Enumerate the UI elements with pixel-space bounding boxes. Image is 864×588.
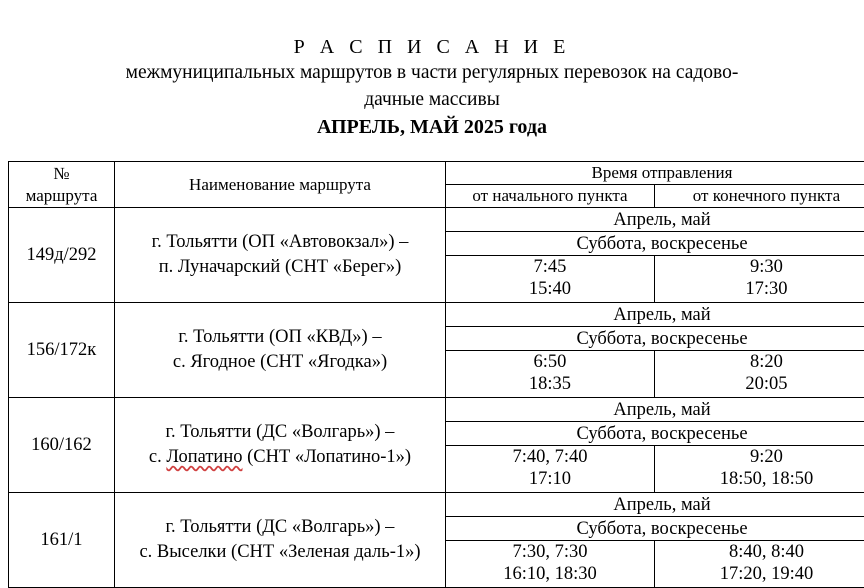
end-times: 9:30 17:30 [655,256,864,303]
start-times: 6:50 18:35 [446,351,655,398]
route-name: г. Тольятти (ОП «КВД») – с. Ягодное (СНТ «Ягодка») [115,303,446,398]
route-number: 161/1 [9,493,115,588]
route-name: г. Тольятти (ДС «Волгарь») – с. Выселки (СНТ «Зеленая даль-1») [115,493,446,588]
route-days: Суббота, воскресенье [446,422,864,446]
route-days: Суббота, воскресенье [446,517,864,541]
document-title: Р А С П И С А Н И Е [293,36,571,58]
route-days: Суббота, воскресенье [446,327,864,351]
document-subtitle-line1: межмуниципальных маршрутов в части регулярных перевозок на садово- [125,62,739,83]
route-number: 149д/292 [9,208,115,303]
start-times: 7:40, 7:40 17:10 [446,446,655,493]
route-period: Апрель, май [446,208,864,232]
route-period: Апрель, май [446,303,864,327]
route-name: г. Тольятти (ДС «Волгарь») – с. Лопатино (СНТ «Лопатино-1») [115,398,446,493]
table-row [9,208,864,232]
schedule-table [8,161,864,588]
route-period: Апрель, май [446,493,864,517]
route-number: 160/162 [9,398,115,493]
end-times: 8:20 20:05 [655,351,864,398]
misspelled-word: Лопатино [166,447,243,467]
header-from-start: от начального пункта [446,185,655,208]
start-times: 7:45 15:40 [446,256,655,303]
header-departure-time: Время отправления [446,162,864,185]
table-row [9,303,864,327]
start-times: 7:30, 7:30 16:10, 18:30 [446,541,655,588]
header-route-name: Наименование маршрута [115,162,446,208]
table-row [9,493,864,517]
end-times: 8:40, 8:40 17:20, 19:40 [655,541,864,588]
route-days: Суббота, воскресенье [446,232,864,256]
table-row [9,398,864,422]
header-from-end: от конечного пункта [655,185,864,208]
end-times: 9:20 18:50, 18:50 [655,446,864,493]
route-number: 156/172к [9,303,115,398]
route-name: г. Тольятти (ОП «Автовокзал») – п. Луначарский (СНТ «Берег») [115,208,446,303]
schedule-period: АПРЕЛЬ, МАЙ 2025 года [317,116,547,138]
header-route-number: № маршрута [9,162,115,208]
route-period: Апрель, май [446,398,864,422]
document-subtitle-line2: дачные массивы [364,89,500,110]
